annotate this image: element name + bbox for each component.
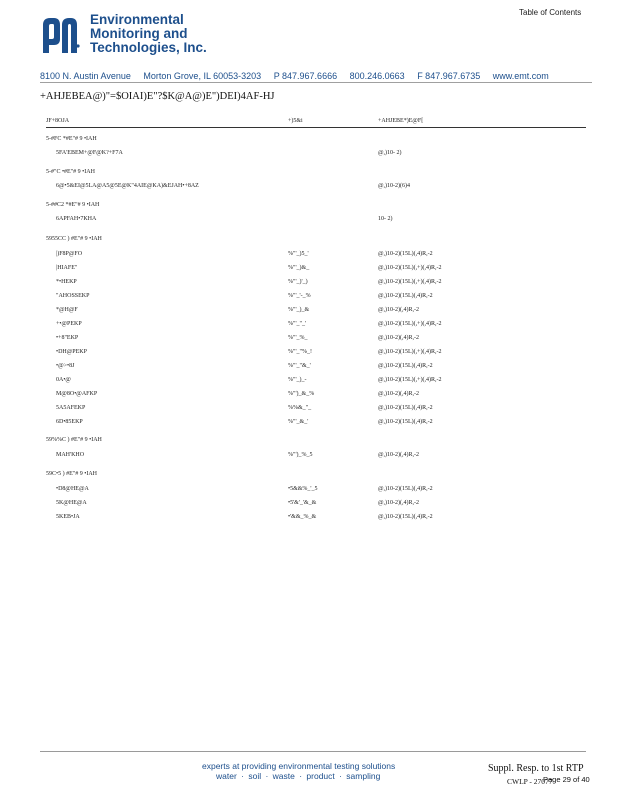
phone-number: P 847.967.6666 — [273, 71, 338, 81]
table-header-divider — [46, 127, 586, 128]
company-name-line-3: Technologies, Inc. — [90, 40, 207, 55]
table-cell-method: @,)10-2)(15L)(,+)(,4)R,-2 — [378, 377, 442, 383]
table-cell-analyte: 5A5AFEKP — [56, 405, 86, 411]
group-title: 59C•5 ) #E"# 9 •IAH — [46, 471, 97, 477]
table-cell-analyte: •@>•8J — [56, 363, 75, 369]
table-cell-analyte: M@8O•@AFKP — [56, 391, 98, 397]
document-title: +AHJEBEA@)"=$OIAI)E"?$K@A@)E")DEI)4AF-HJ — [40, 91, 275, 102]
group-title: 5-#FC *#E"# 9 •IAH — [46, 136, 97, 142]
table-cell-cas: %"'_"&_' — [288, 363, 311, 369]
footer-services: water · soil · waste · product · sampling — [216, 771, 381, 781]
fax-number: F 847.967.6735 — [417, 71, 481, 81]
company-name-line-1: Environmental — [90, 12, 184, 27]
company-logo-icon — [40, 15, 80, 55]
table-cell-method: @,)10- 2) — [378, 150, 402, 156]
table-cell-analyte: +•@PEKP — [56, 321, 82, 327]
table-of-contents-link[interactable]: Table of Contents — [519, 8, 582, 17]
tollfree-number: 800.246.0663 — [349, 71, 405, 81]
footer-divider — [40, 751, 586, 752]
table-cell-method: @,)10-2)(15L)(,4)R,-2 — [378, 486, 433, 492]
table-cell-method: @,)10-2)(15L)(,+)(,4)R,-2 — [378, 321, 442, 327]
table-cell-method: @,)10-2)(15L)(,+)(,4)R,-2 — [378, 265, 442, 271]
table-cell-analyte: 0A•@ — [56, 377, 71, 383]
table-cell-analyte: 5K@HE@A — [56, 500, 87, 506]
column-header-analyte: JF+8OJA — [46, 118, 70, 124]
table-cell-analyte: "AHOSSEKP — [56, 293, 90, 299]
group-title: 59%%C ) #E"# 9 •IAH — [46, 437, 102, 443]
page-number: Page 29 of 40 — [543, 775, 590, 784]
city-address: Morton Grove, IL 60053-3203 — [143, 71, 262, 81]
column-header-method: +AHJEBE*)E@F[ — [378, 118, 424, 124]
table-cell-cas: %"')_&_% — [288, 391, 315, 397]
street-address: 8100 N. Austin Avenue — [40, 71, 131, 81]
table-cell-method: @,)10-2)(,4)R,-2 — [378, 391, 420, 397]
table-cell-cas: %"'_)_& — [288, 307, 310, 313]
table-cell-method: @,)10-2)(15L)(,4)R,-2 — [378, 293, 433, 299]
company-name — [90, 13, 207, 55]
group-title: 5-#"C •#E"# 9 •IAH — [46, 169, 95, 175]
bates-label: Suppl. Resp. to 1st RTP — [488, 763, 584, 774]
company-name-line-2: Monitoring and — [90, 26, 188, 41]
table-cell-analyte: 5KEB•JA — [56, 514, 80, 520]
table-cell-method: @,)10-2)(15L)(,4)R,-2 — [378, 419, 433, 425]
table-cell-cas: •5&&%_'_5 — [288, 486, 318, 492]
table-cell-cas: %%&_"_ — [288, 405, 312, 411]
table-cell-method: @,)10-2)(6)4 — [378, 183, 411, 189]
group-title: 5955CC ) #E"# 9 •IAH — [46, 236, 102, 242]
table-cell-analyte: |HIAFE" — [56, 265, 78, 271]
table-cell-cas: %"'_"%_! — [288, 349, 312, 355]
address-bar — [40, 71, 596, 81]
table-cell-method: @,)10-2)(15L)(,+)(,4)R,-2 — [378, 349, 442, 355]
table-cell-method: 10- 2) — [378, 216, 393, 222]
table-cell-analyte: 6D•85EKP — [56, 419, 83, 425]
table-cell-analyte: *@H@F — [56, 307, 78, 313]
table-cell-analyte: 5FA'EBEM+@F@K?+F7A — [56, 150, 123, 156]
table-cell-analyte: •+8"EKP — [56, 335, 79, 341]
table-cell-method: @,)10-2)(15L)(,4)R,-2 — [378, 514, 433, 520]
table-cell-method: @,)10-2)(15L)(,4)R,-2 — [378, 405, 433, 411]
table-cell-method: @,)10-2)(,4)R,-2 — [378, 500, 420, 506]
table-cell-cas: %"'_'-_% — [288, 293, 311, 299]
group-title: 5-##C2 *#E"# 9 •IAH — [46, 202, 100, 208]
table-cell-cas: •5'&'_'&_& — [288, 500, 317, 506]
table-cell-analyte: MAH'KHO — [56, 452, 85, 458]
table-cell-method: @,)10-2)(,4)R,-2 — [378, 307, 420, 313]
table-cell-cas: %"')_%_5 — [288, 452, 313, 458]
table-cell-analyte: 6APFAH•7KHA — [56, 216, 97, 222]
table-cell-method: @,)10-2)(15L)(,+)(,4)R,-2 — [378, 279, 442, 285]
table-cell-method: @,)10-2)(15L)(,4)R,-2 — [378, 363, 433, 369]
table-cell-analyte: |)F8P@FO — [56, 251, 83, 257]
footer-tagline: experts at providing environmental testing solutions — [202, 761, 396, 771]
table-cell-cas: %"'_)_- — [288, 377, 307, 383]
bates-number: CWLP - 27077 — [507, 777, 553, 786]
table-cell-analyte: *•HEKP — [56, 279, 77, 285]
column-header-cas: +)5&i — [288, 118, 303, 124]
header-divider — [40, 82, 592, 83]
table-cell-analyte: •DH@PEKP — [56, 349, 87, 355]
table-cell-cas: %"'_)'_) — [288, 279, 308, 285]
table-cell-cas: %"'_"_' — [288, 321, 307, 327]
table-cell-analyte: •D8@HE@A — [56, 486, 89, 492]
table-cell-analyte: 6@•5&EI@5LA@A5@5E@K"4AIE@KA)&EJAH•+8AZ — [56, 183, 199, 189]
table-cell-cas: %"'_)5_' — [288, 251, 309, 257]
table-cell-cas: •'&&_%_& — [288, 514, 317, 520]
table-cell-method: @,)10-2)(,4)R,-2 — [378, 335, 420, 341]
website-link[interactable]: www.emt.com — [492, 71, 549, 81]
table-cell-cas: %"'_)&_ — [288, 265, 310, 271]
table-cell-method: @,)10-2)(15L)(,4)R,-2 — [378, 251, 433, 257]
table-cell-cas: %"'_&_' — [288, 419, 309, 425]
table-cell-method: @,)10-2)(,4)R,-2 — [378, 452, 420, 458]
table-cell-cas: %"'_%_ — [288, 335, 308, 341]
